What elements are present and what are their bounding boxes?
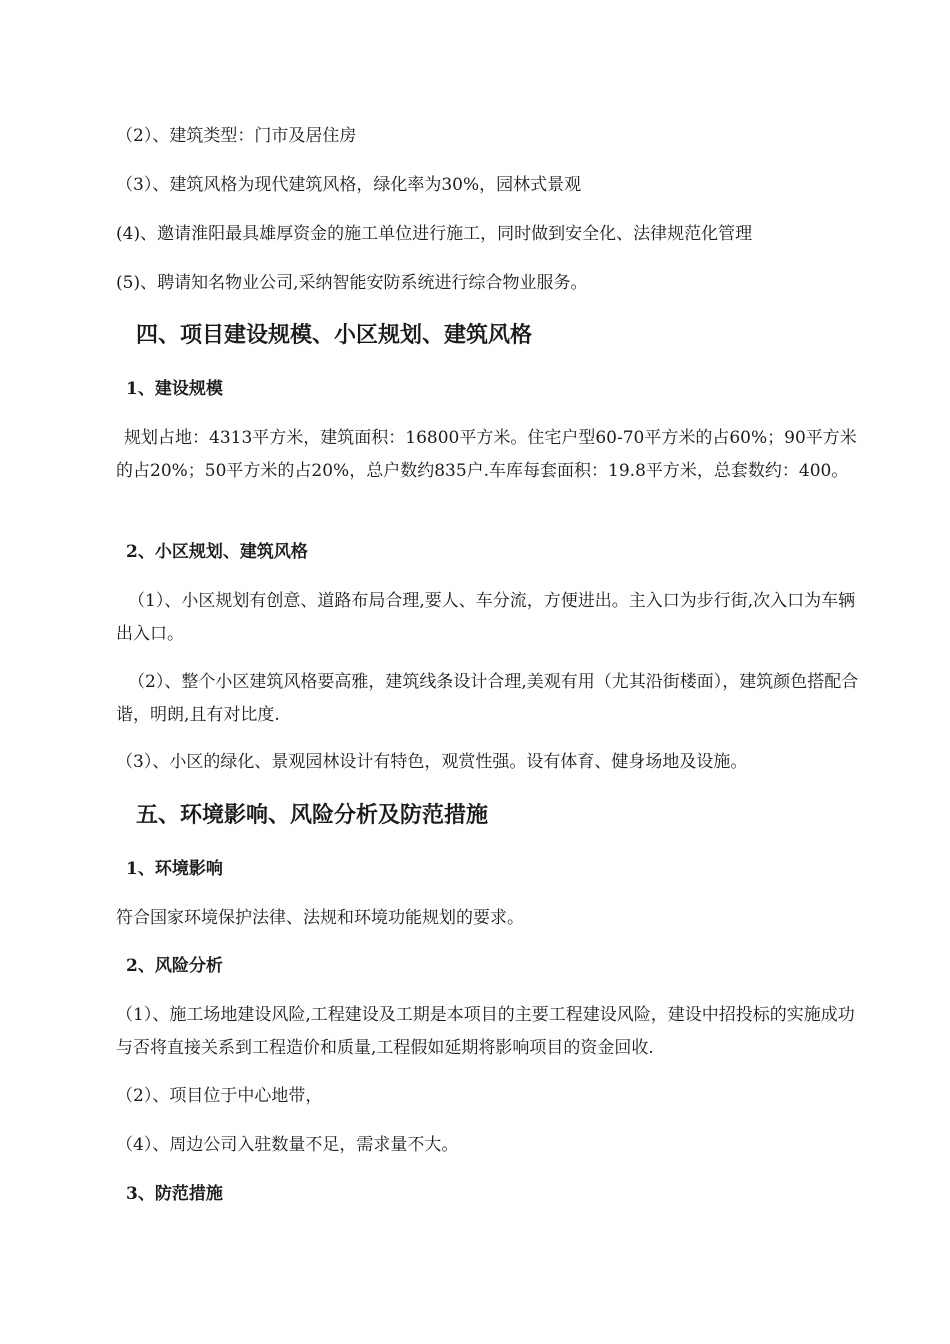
- list-item-construction-unit: (4)、邀请淮阳最具雄厚资金的施工单位进行施工，同时做到安全化、法律规范化管理: [116, 224, 753, 244]
- subheading-prevention: 3、防范措施: [126, 1184, 223, 1204]
- subheading-community-planning: 2、小区规划、建筑风格: [126, 542, 308, 562]
- section-heading-4: 四、项目建设规模、小区规划、建筑风格: [136, 322, 533, 348]
- paragraph-construction-scale: 规划占地：4313平方米，建筑面积：16800平方米。住宅户型60-70平方米的占60%；90平方米的占20%；50平方米的占20%，总户数约835户.车库每套面积：19.8平方米，总套数约：400。: [116, 428, 857, 481]
- subheading-construction-scale: 1、建设规模: [126, 379, 223, 399]
- paragraph-risk-2: （2）、项目位于中心地带，: [116, 1086, 323, 1106]
- paragraph-planning-3: （3）、小区的绿化、景观园林设计有特色，观赏性强。设有体育、健身场地及设施。: [116, 752, 748, 772]
- list-item-building-type: （2）、建筑类型：门市及居住房: [116, 126, 357, 146]
- paragraph-risk-1: （1）、施工场地建设风险,工程建设及工期是本项目的主要工程建设风险，建设中招投标的实施成功与否将直接关系到工程造价和质量,工程假如延期将影响项目的资金回收.: [116, 1005, 855, 1058]
- paragraph-planning-1: （1）、小区规划有创意、道路布局合理,要人、车分流，方便进出。主入口为步行街,次入口为车辆出入口。: [116, 591, 856, 644]
- section-heading-5: 五、环境影响、风险分析及防范措施: [136, 802, 489, 828]
- paragraph-planning-2: （2）、整个小区建筑风格要高雅，建筑线条设计合理,美观有用（尤其沿街楼面），建筑颜色搭配合谐，明朗,且有对比度.: [116, 672, 859, 725]
- subheading-risk-analysis: 2、风险分析: [126, 956, 223, 976]
- paragraph-risk-4: （4）、周边公司入驻数量不足，需求量不大。: [116, 1135, 459, 1155]
- list-item-building-style: （3）、建筑风格为现代建筑风格，绿化率为30%，园林式景观: [116, 175, 582, 195]
- subheading-environment: 1、环境影响: [126, 859, 223, 879]
- paragraph-environment: 符合国家环境保护法律、法规和环境功能规划的要求。: [116, 908, 524, 928]
- list-item-property-service: (5)、聘请知名物业公司,采纳智能安防系统进行综合物业服务。: [116, 273, 588, 293]
